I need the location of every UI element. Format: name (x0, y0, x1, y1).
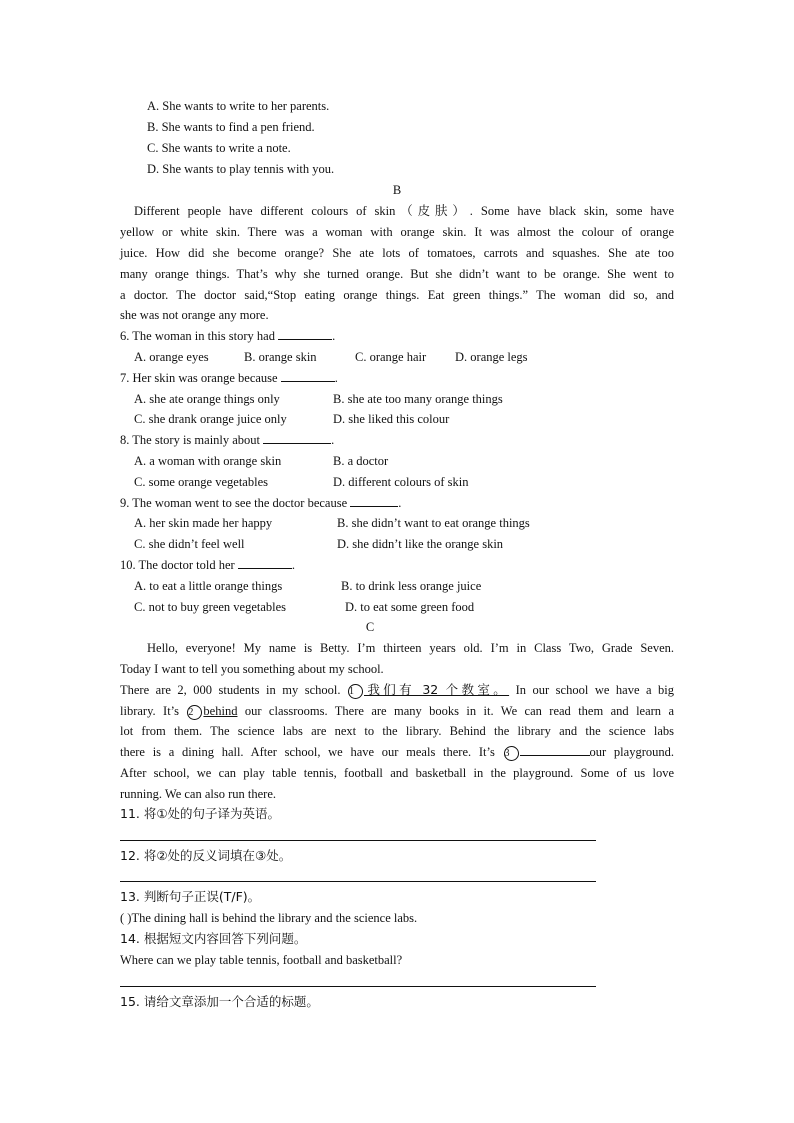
circled-number-2: 2 (187, 705, 202, 720)
passage-c-line: running. We can also run there. (120, 787, 277, 801)
answer-blank[interactable] (520, 744, 590, 756)
question-stem: 6. The woman in this story had (120, 329, 275, 343)
passage-c-line: Today I want to tell you something about my school. (120, 662, 384, 676)
answer-blank[interactable] (350, 495, 398, 507)
task-15: 15. 请给文章添加一个合适的标题。 (120, 994, 319, 1009)
section-b-heading: B (392, 183, 402, 197)
passage-b-line: many orange things. That’s why she turned orange. But she didn’t want to be orange. She went to (120, 267, 674, 281)
question-8: 8. The story is mainly about . (120, 433, 335, 447)
question-9: 9. The woman went to see the doctor because . (120, 496, 402, 510)
q5-option-d: D. She wants to play tennis with you. (147, 162, 335, 176)
q10-option-c: C. not to buy green vegetables (134, 600, 287, 614)
question-stem: 7. Her skin was orange because (120, 371, 278, 385)
passage-c-line: there is a dining hall. After school, we have our meals there. It’s 3 our playground. (120, 745, 674, 759)
passage-c-line: Hello, everyone! My name is Betty. I’m thirteen years old. I’m in Class Two, Grade Seven. (147, 641, 674, 655)
q9-option-b: B. she didn’t want to eat orange things (337, 516, 530, 530)
q8-option-c: C. some orange vegetables (134, 475, 268, 489)
task-14-question: Where can we play table tennis, football and basketball? (120, 953, 403, 967)
question-6: 6. The woman in this story had . (120, 329, 336, 343)
q7-option-d: D. she liked this colour (333, 412, 450, 426)
q8-option-a: A. a woman with orange skin (134, 454, 282, 468)
q7-option-c: C. she drank orange juice only (134, 412, 287, 426)
question-stem: 10. The doctor told her (120, 558, 235, 572)
passage-c-line: lot from them. The science labs are next to the library. Behind the library and the science labs (120, 724, 674, 738)
q6-option-a: A. orange eyes (134, 350, 209, 364)
question-7: 7. Her skin was orange because . (120, 371, 338, 385)
q10-option-b: B. to drink less orange juice (341, 579, 482, 593)
passage-b-line: juice. How did she become orange? She ate lots of tomatoes, carrots and squashes. She ate too (120, 246, 674, 260)
answer-blank[interactable] (263, 432, 331, 444)
passage-b-line: she was not orange any more. (120, 308, 269, 322)
task-13-statement: ( )The dining hall is behind the library and the science labs. (120, 911, 418, 925)
question-10: 10. The doctor told her . (120, 558, 295, 572)
circled-number-1: 1 (348, 684, 363, 699)
q5-option-a: A. She wants to write to her parents. (147, 99, 330, 113)
passage-b-line: Different people have different colours of skin（皮肤）. Some have black skin, some have (134, 204, 674, 218)
answer-line-11[interactable] (120, 840, 596, 841)
answer-line-12[interactable] (120, 881, 596, 882)
q6-option-d: D. orange legs (455, 350, 528, 364)
passage-c-line: There are 2, 000 students in my school. 1 我们有 32 个教室。 In our school we have a big (120, 682, 675, 697)
task-12: 12. 将②处的反义词填在③处。 (120, 848, 292, 863)
passage-b-line: yellow or white skin. There was a woman with orange skin. It was almost the colour of orange (120, 225, 674, 239)
circled-number-3: 3 (504, 746, 519, 761)
q9-option-a: A. her skin made her happy (134, 516, 273, 530)
q6-option-b: B. orange skin (244, 350, 317, 364)
passage-c-line: library. It’s 2 behind our classrooms. There are many books in it. We can read them and learn a (120, 704, 674, 718)
section-c-heading: C (365, 620, 375, 634)
task-11: 11. 将①处的句子译为英语。 (120, 806, 281, 821)
q10-option-d: D. to eat some green food (345, 600, 475, 614)
q7-option-b: B. she ate too many orange things (333, 392, 503, 406)
passage-b-line: a doctor. The doctor said,“Stop eating orange things. Eat green things.” The woman did so, and (120, 288, 674, 302)
answer-blank[interactable] (278, 328, 332, 340)
answer-line-14[interactable] (120, 986, 596, 987)
chinese-sentence: 我们有 32 个教室。 (363, 682, 510, 697)
question-stem: 8. The story is mainly about (120, 433, 261, 447)
q7-option-a: A. she ate orange things only (134, 392, 280, 406)
answer-blank[interactable] (238, 557, 292, 569)
q5-option-b: B. She wants to find a pen friend. (147, 120, 315, 134)
answer-blank[interactable] (281, 370, 335, 382)
q8-option-b: B. a doctor (333, 454, 389, 468)
q8-option-d: D. different colours of skin (333, 475, 469, 489)
task-13: 13. 判断句子正误(T/F)。 (120, 889, 261, 904)
question-stem: 9. The woman went to see the doctor because (120, 496, 348, 510)
underlined-word: behind (203, 704, 238, 718)
q6-option-c: C. orange hair (355, 350, 427, 364)
q9-option-c: C. she didn’t feel well (134, 537, 245, 551)
q9-option-d: D. she didn’t like the orange skin (337, 537, 504, 551)
q5-option-c: C. She wants to write a note. (147, 141, 291, 155)
task-14: 14. 根据短文内容回答下列问题。 (120, 931, 307, 946)
passage-c-line: After school, we can play table tennis, football and basketball in the playground. Some of us love (120, 766, 674, 780)
q10-option-a: A. to eat a little orange things (134, 579, 283, 593)
